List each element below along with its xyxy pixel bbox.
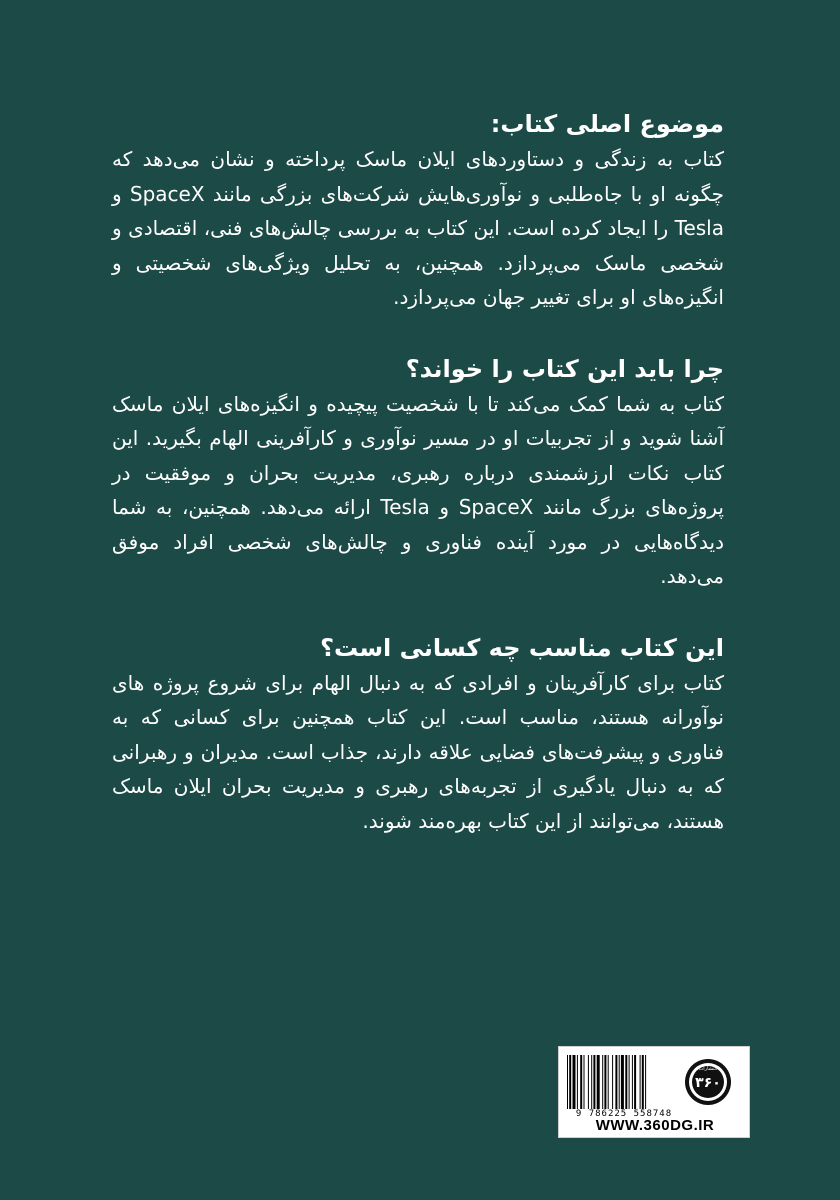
section-body: کتاب به زندگی و دستاوردهای ایلان ماسک پرداخته و نشان می‌دهد که چگونه او با جاه‌طلبی و نوآوری‌هایش شرکت‌های بزرگی مانند SpaceX و Tesla را ایجاد کرده است. این کتاب به بررسی چالش‌های فنی، اقتصادی و شخصی ماسک می‌پردازد. همچنین، به تحلیل ویژگی‌های شخصیتی و انگیزه‌های او برای تغییر جهان می‌پردازد. — [112, 147, 725, 309]
barcode-bar — [621, 1055, 624, 1109]
isbn-barcode — [565, 1055, 683, 1109]
barcode-bar — [580, 1055, 582, 1109]
barcode-bar — [569, 1055, 571, 1109]
section-body: کتاب برای کارآفرینان و افرادی که به دنبال الهام برای شروع پروژه های نوآورانه هستند، مناسب است. این کتاب همچنین برای کسانی که به فناوری و پیشرفت‌های فضایی علاقه دارند، جذاب است. مدیران و رهبرانی که به دنبال یادگیری از تجربه‌های رهبری و مدیریت بحران ایلان ماسک هستند، می‌توانند از این کتاب بهره‌مند شوند. — [112, 670, 724, 833]
section-main-topic — [112, 108, 724, 315]
back-cover-text — [112, 108, 724, 876]
barcode-bar — [632, 1055, 633, 1109]
barcode-bar — [640, 1055, 641, 1109]
section-title: چرا باید این کتاب را خواند؟ — [405, 354, 724, 383]
barcode-bar — [625, 1055, 627, 1109]
barcode-bar — [608, 1055, 609, 1109]
barcode-bar — [612, 1055, 613, 1109]
barcode-bar — [588, 1055, 589, 1109]
barcode-bar — [634, 1055, 636, 1109]
barcode-bar — [629, 1055, 630, 1109]
publisher-website: WWW.360DG.IR — [595, 1117, 715, 1134]
barcode-bar — [593, 1055, 595, 1109]
section-why-read — [112, 353, 724, 594]
barcode-bar — [584, 1055, 585, 1109]
barcode-bar — [567, 1055, 568, 1109]
barcode-bar — [602, 1055, 603, 1109]
barcode-bar — [619, 1055, 620, 1109]
barcode-bar — [573, 1055, 576, 1109]
barcode-panel — [558, 1046, 750, 1138]
barcode-bar — [645, 1055, 646, 1109]
isbn-number: 9 786225 558748 — [575, 1109, 673, 1119]
barcode-bar — [604, 1055, 606, 1109]
barcode-bar — [642, 1055, 644, 1109]
section-title: موضوع اصلی کتاب: — [490, 110, 724, 138]
publisher-logo-mark: ۳۶۰ — [695, 1075, 721, 1091]
barcode-bar — [615, 1055, 617, 1109]
barcode-bar — [577, 1055, 578, 1109]
publisher-logo-caption: انتشارات — [698, 1066, 718, 1072]
barcode-bar — [591, 1055, 592, 1109]
section-body: کتاب به شما کمک می‌کند تا با شخصیت پیچیده و انگیزه‌های ایلان ماسک آشنا شوید و از تجربیات او در مسیر نوآوری و کارآفرینی الهام بگیرید. این کتاب نکات ارزشمندی درباره رهبری، مدیریت بحران و موفقیت در پروژه‌های بزرگ مانند SpaceX و Tesla ارائه می‌دهد. همچنین، به شما دیدگاه‌هایی در مورد آینده فناوری و چالش‌های شخصی افراد موفق می‌دهد. — [112, 391, 724, 588]
section-audience — [112, 632, 724, 839]
publisher-logo-icon — [683, 1057, 733, 1107]
section-title: این کتاب مناسب چه کسانی است؟ — [320, 633, 724, 662]
barcode-bar — [597, 1055, 600, 1109]
